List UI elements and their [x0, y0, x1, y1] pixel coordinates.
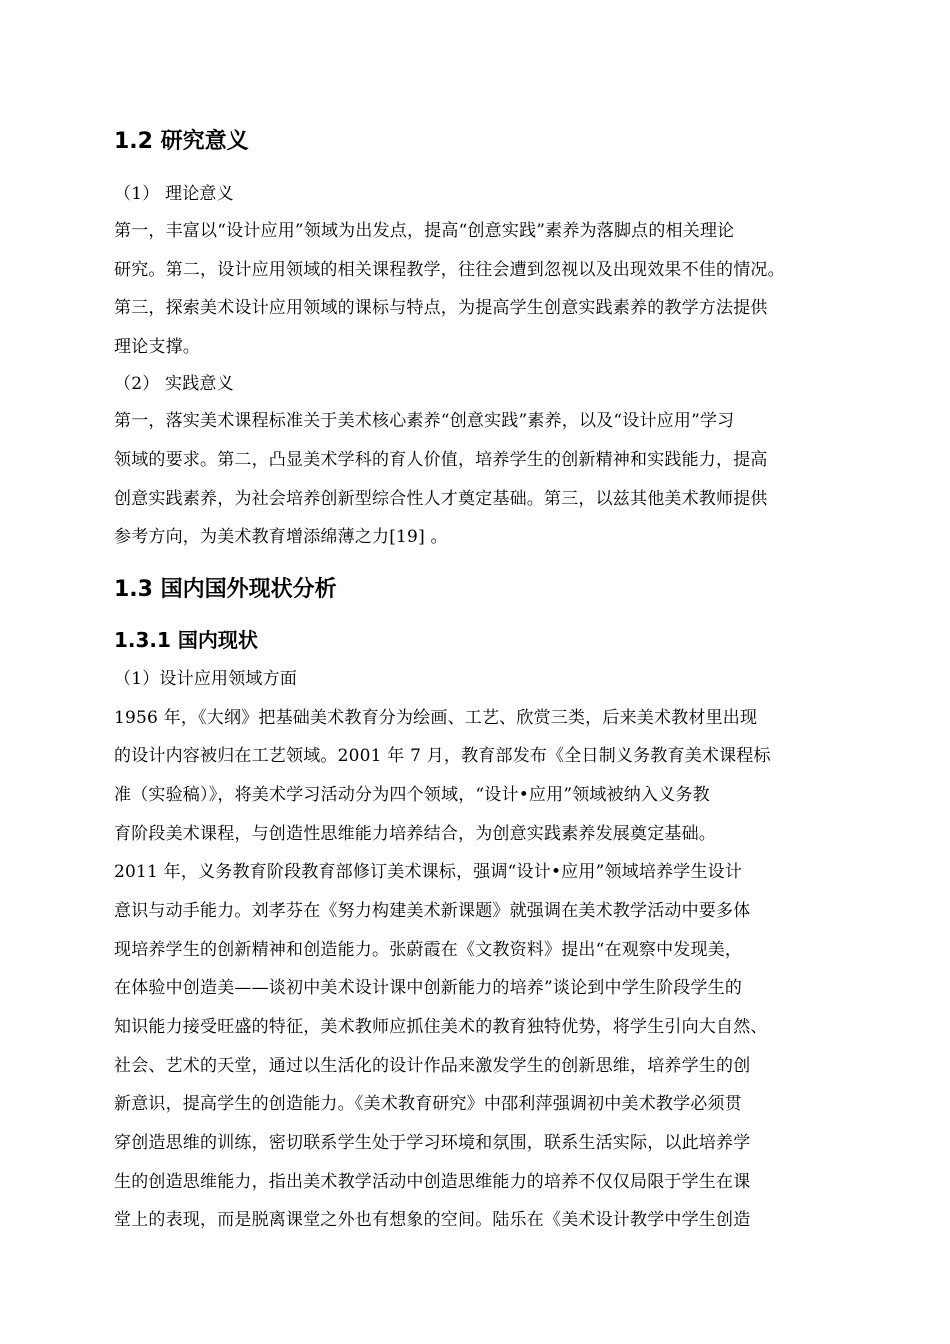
paragraph-line: 意识与动手能力。刘孝芬在《努力构建美术新课题》就强调在美术教学活动中要多体 [114, 901, 751, 921]
paragraph-line: 1956 年，《大纲》把基础美术教育分为绘画、工艺、欣赏三类，后来美术教材里出现 [114, 708, 758, 728]
paragraph-line: 准（实验稿）》，将美术学习活动分为四个领域，“设计•应用”领域被纳入义务教 [114, 785, 710, 805]
paragraph-line: 新意识，提高学生的创造能力。《美术教育研究》中邵利萍强调初中美术教学必须贯 [114, 1094, 742, 1114]
subsection-label-practice: （2） 实践意义 [114, 374, 234, 394]
paragraph-line: 知识能力接受旺盛的特征，美术教师应抓住美术的教育独特优势，将学生引向大自然、 [114, 1017, 768, 1037]
paragraph-line: 育阶段美术课程，与创造性思维能力培养结合，为创意实践素养发展奠定基础。 [114, 824, 716, 844]
paragraph-line: 2011 年，义务教育阶段教育部修订美术课标，强调“设计•应用”领域培养学生设计 [114, 862, 743, 882]
section-heading-1-2: 1.2 研究意义 [114, 129, 249, 154]
paragraph-line: 穿创造思维的训练，密切联系学生处于学习环境和氛围，联系生活实际，以此培养学 [114, 1133, 751, 1153]
subsection-label-design: （1）设计应用领域方面 [114, 669, 298, 689]
paragraph-line: 领域的要求。第二，凸显美术学科的育人价值，培养学生的创新精神和实践能力，提高 [114, 450, 768, 470]
paragraph-line: 在体验中创造美——谈初中美术设计课中创新能力的培养”谈论到中学生阶段学生的 [114, 978, 743, 998]
paragraph-line: 第一，丰富以“设计应用”领域为出发点，提高“创意实践”素养为落脚点的相关理论 [114, 221, 735, 241]
paragraph-line: 生的创造思维能力，指出美术教学活动中创造思维能力的培养不仅仅局限于学生在课 [114, 1172, 751, 1192]
section-heading-1-3: 1.3 国内国外现状分析 [114, 577, 337, 602]
paragraph-line: 研究。第二，设计应用领域的相关课程教学，往往会遭到忽视以及出现效果不佳的情况。 [114, 260, 785, 280]
paragraph-line: 理论支撑。 [114, 337, 200, 357]
paragraph-line: 创意实践素养，为社会培养创新型综合性人才奠定基础。第三，以兹其他美术教师提供 [114, 489, 768, 509]
subsection-heading-1-3-1: 1.3.1 国内现状 [114, 628, 258, 652]
paragraph-line: 的设计内容被归在工艺领域。2001 年 7 月，教育部发布《全日制义务教育美术课程标 [114, 746, 771, 766]
paragraph-line: 参考方向，为美术教育增添绵薄之力[19] 。 [114, 527, 448, 547]
paragraph-line: 堂上的表现，而是脱离课堂之外也有想象的空间。陆乐在《美术设计教学中学生创造 [114, 1210, 751, 1230]
paragraph-line: 社会、艺术的天堂，通过以生活化的设计作品来激发学生的创新思维，培养学生的创 [114, 1056, 751, 1076]
paragraph-line: 现培养学生的创新精神和创造能力。张蔚霞在《文教资料》提出“在观察中发现美， [114, 940, 743, 960]
paragraph-line: 第三，探索美术设计应用领域的课标与特点，为提高学生创意实践素养的教学方法提供 [114, 298, 768, 318]
paragraph-line: 第一，落实美术课程标准关于美术核心素养“创意实践”素养，以及“设计应用”学习 [114, 411, 735, 431]
subsection-label-theory: （1） 理论意义 [114, 184, 234, 204]
